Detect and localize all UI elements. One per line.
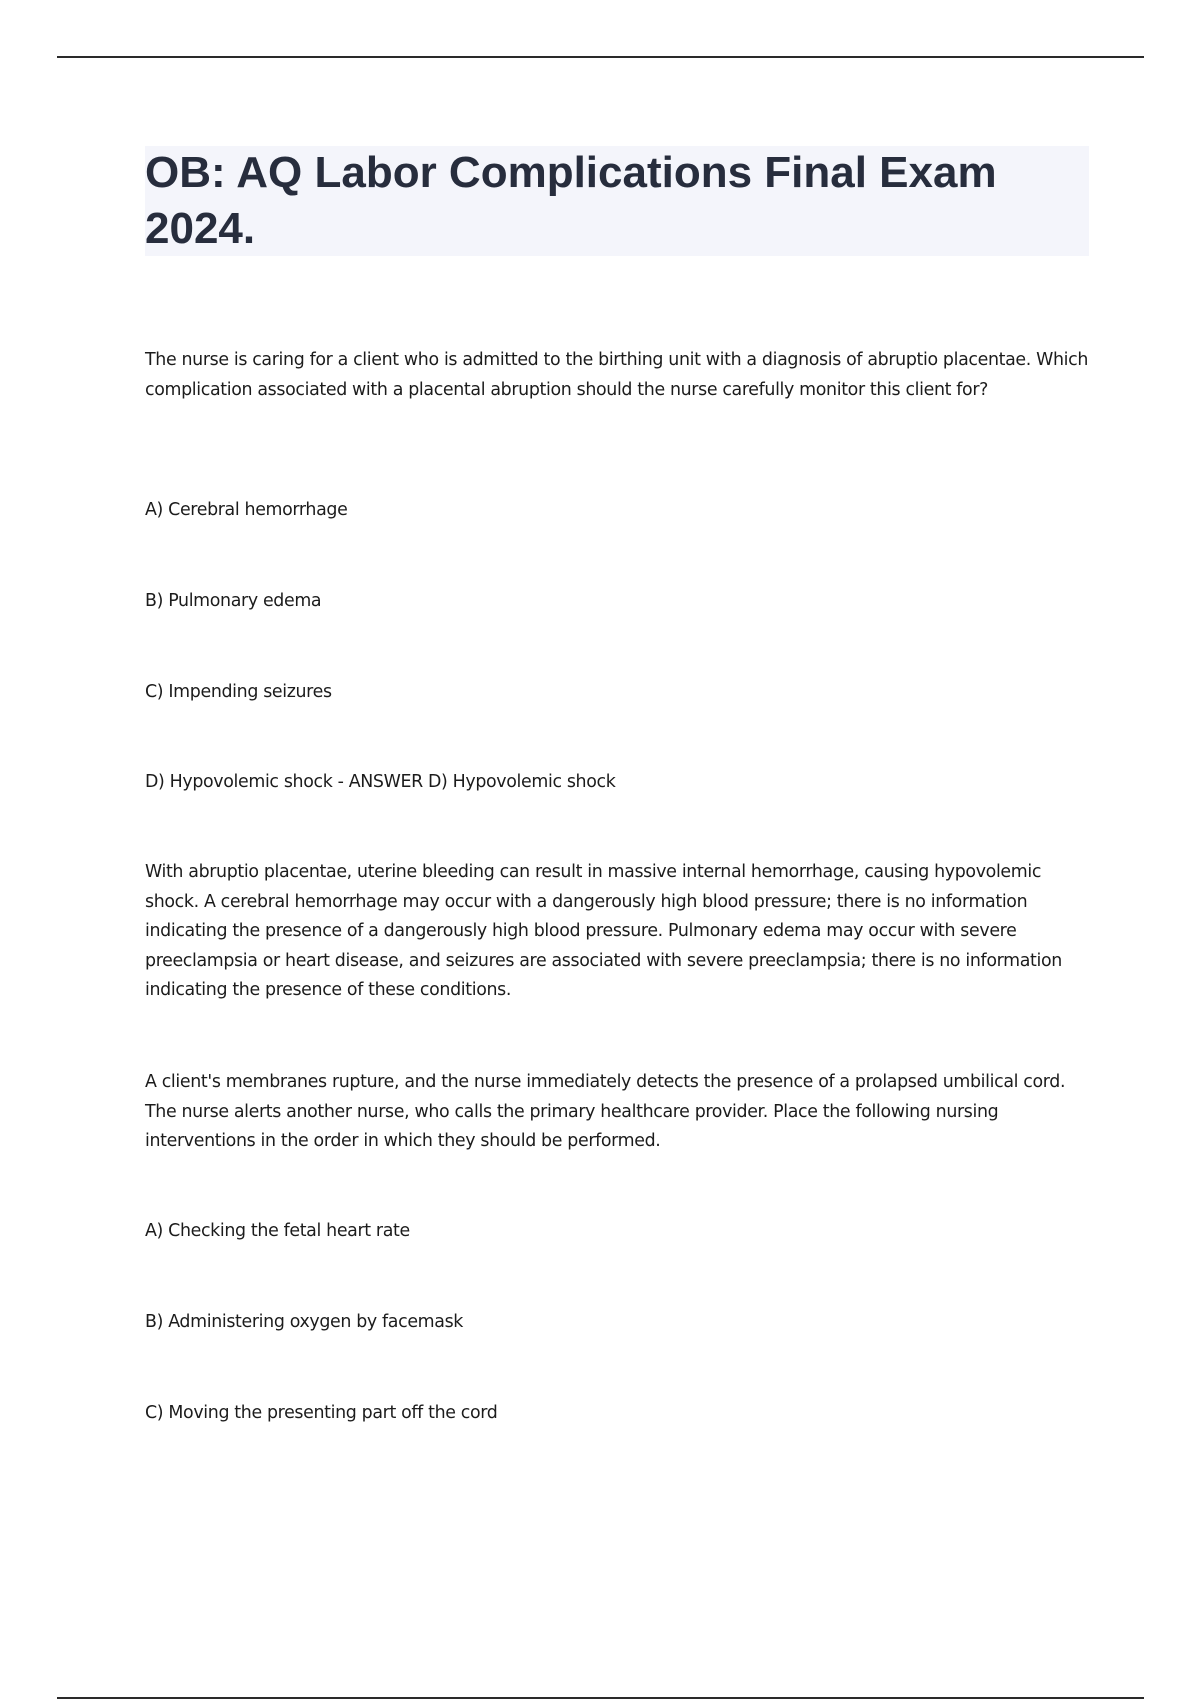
question-1-option-c: C) Impending seizures bbox=[145, 682, 332, 702]
question-2-option-c: C) Moving the presenting part off the cord bbox=[145, 1403, 498, 1423]
question-2-option-a: A) Checking the fetal heart rate bbox=[145, 1221, 410, 1241]
page-title: OB: AQ Labor Complications Final Exam 2024. bbox=[145, 148, 997, 253]
question-1-rationale: With abruptio placentae, uterine bleeding can result in massive internal hemorrhage, causing hypovolemic shock. A cerebral hemorrhage may occur with a dangerously high blood pressure; there is no information indicating the presence of a dangerously high blood pressure. Pulmonary edema may occur with severe preeclampsia or heart disease, and seizures are associated with severe preeclampsia; there is no information indicating the presence of these conditions. bbox=[145, 862, 1062, 1000]
question-1-option-d-answer: D) Hypovolemic shock - ANSWER D) Hypovolemic shock bbox=[145, 772, 616, 792]
question-1-stem: The nurse is caring for a client who is admitted to the birthing unit with a diagnosis of abruptio placentae. Which complication associated with a placental abruption should the nurse carefully monitor this client for? bbox=[145, 350, 1089, 400]
question-2-stem: A client's membranes rupture, and the nurse immediately detects the presence of a prolapsed umbilical cord. The nurse alerts another nurse, who calls the primary healthcare provider. Place the following nursing interventions in the order in which they should be performed. bbox=[145, 1072, 1066, 1151]
title-block bbox=[145, 146, 1089, 256]
question-2-option-b: B) Administering oxygen by facemask bbox=[145, 1312, 464, 1332]
question-1-option-a: A) Cerebral hemorrhage bbox=[145, 500, 348, 520]
bottom-divider bbox=[57, 1697, 1144, 1699]
question-1-option-b: B) Pulmonary edema bbox=[145, 591, 322, 611]
top-divider bbox=[57, 56, 1144, 58]
